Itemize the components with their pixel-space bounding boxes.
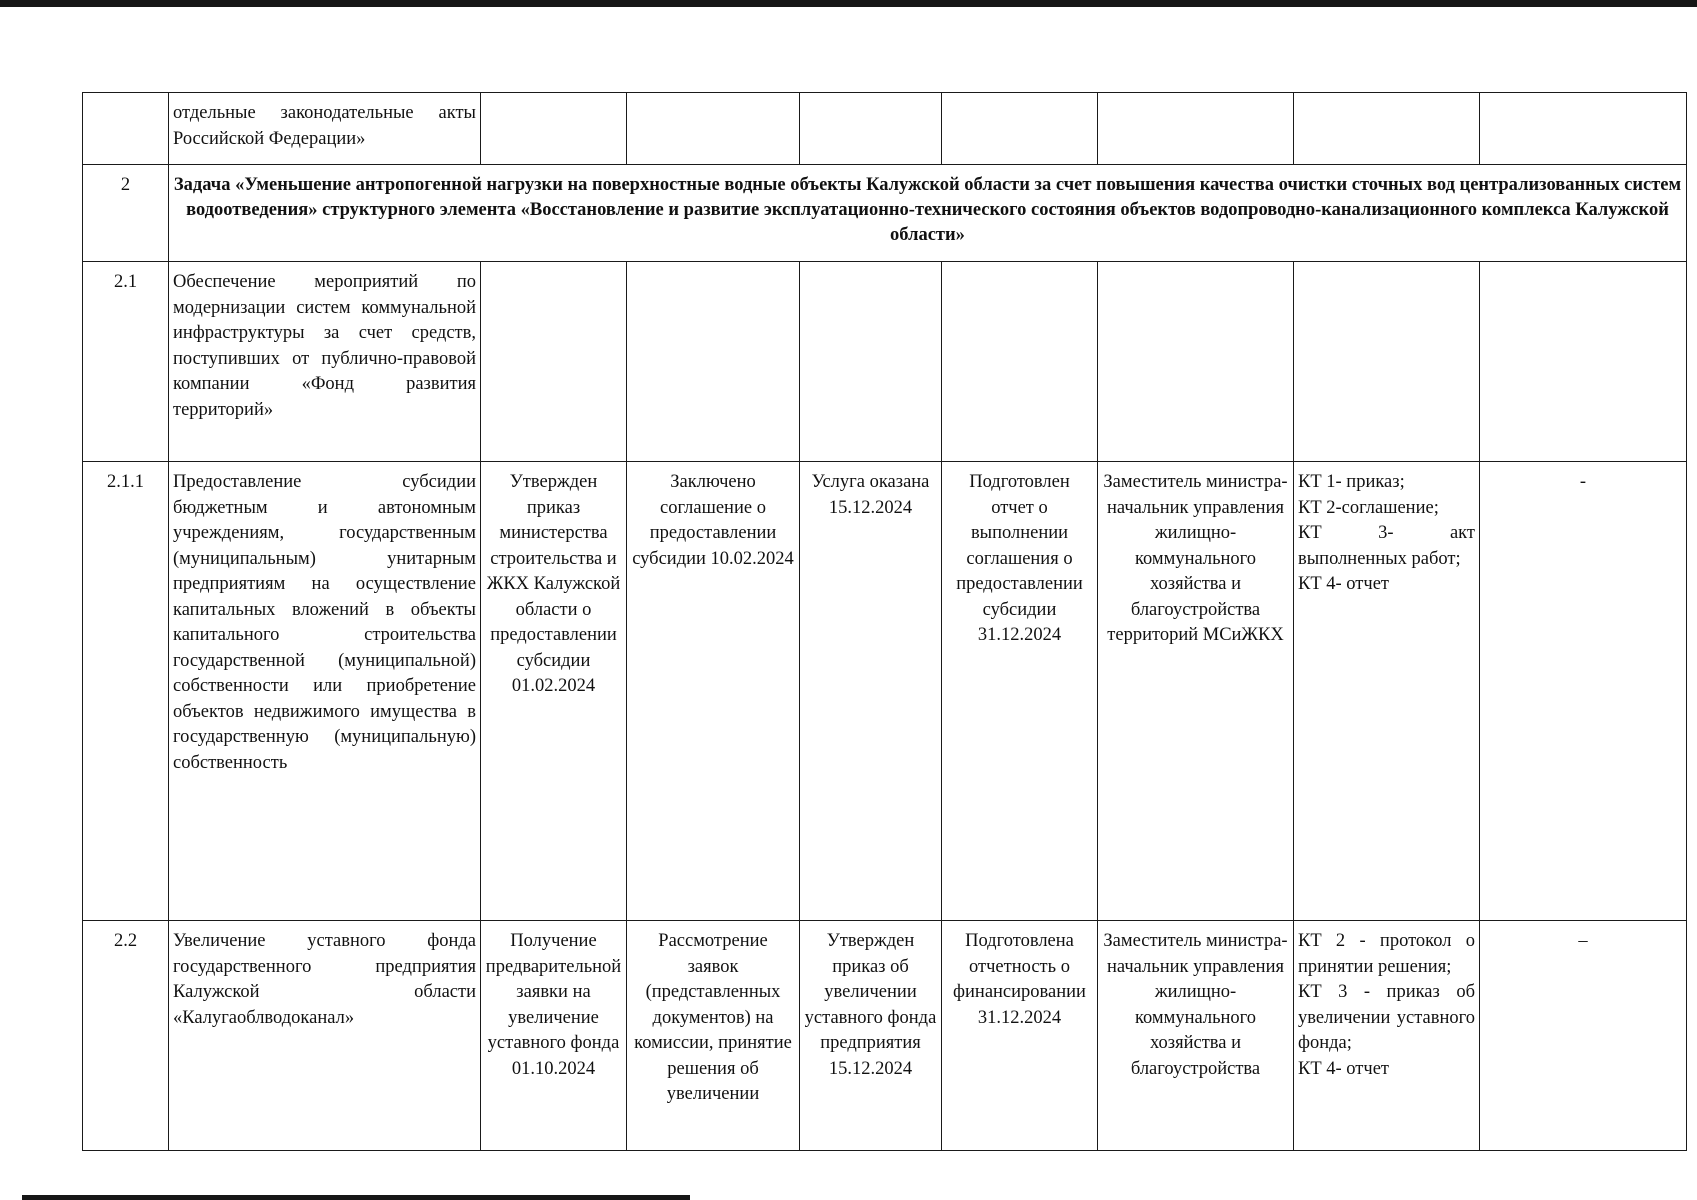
cell-kt3: Утвержден приказ об увеличении уставного фонда предприятия 15.12.2024 (800, 921, 942, 1151)
cell-extra: - (1480, 462, 1687, 921)
document-line: КТ 2-соглашение; (1298, 497, 1439, 518)
cell-responsible: Заместитель министра-начальник управления жилищно-коммунального хозяйства и благоустройства территорий МСиЖКХ (1098, 462, 1294, 921)
document-line: КТ 4- отчет (1298, 574, 1389, 594)
table-row-task-2 (83, 165, 1687, 262)
cell-kt1: Получение предварительной заявки на увеличение уставного фонда 01.10.2024 (481, 921, 627, 1151)
table-row-2-1-1 (83, 462, 1687, 921)
cell-kt3 (800, 262, 942, 462)
cell-num (83, 93, 169, 165)
cell-documents (1294, 93, 1480, 165)
cell-kt1 (481, 93, 627, 165)
cell-extra: – (1480, 921, 1687, 1151)
row-number: 2.1 (83, 262, 169, 462)
cell-name: Предоставление субсидии бюджетным и автономным учреждениям, государственным (муниципальным) унитарным предприятиям на осуществление капитальных вложений в объекты капитального строительства государственной (муниципальной) собственности или приобретение объектов недвижимого имущества в государственную (муниципальную) собственность (169, 462, 481, 921)
cell-documents (1294, 462, 1480, 921)
cell-documents (1294, 921, 1480, 1151)
cell-kt3: Услуга оказана 15.12.2024 (800, 462, 942, 921)
cell-kt1: Утвержден приказ министерства строительства и ЖКХ Калужской области о предоставлении субсидии 01.02.2024 (481, 462, 627, 921)
cell-extra (1480, 93, 1687, 165)
cell-kt4 (942, 93, 1098, 165)
cell-kt3 (800, 93, 942, 165)
plan-table (82, 92, 1687, 1151)
cell-kt2: Рассмотрение заявок (представленных документов) на комиссии, принятие решения об увеличении (627, 921, 800, 1151)
cell-kt2: Заключено соглашение о предоставлении субсидии 10.02.2024 (627, 462, 800, 921)
row-number: 2.2 (83, 921, 169, 1151)
cell-kt2 (627, 93, 800, 165)
table-row-2-2 (83, 921, 1687, 1151)
cell-name: отдельные законодательные акты Российской Федерации» (169, 93, 481, 165)
cell-documents (1294, 262, 1480, 462)
cell-kt4: Подготовлена отчетность о финансировании 31.12.2024 (942, 921, 1098, 1151)
scan-edge-top (0, 0, 1697, 7)
document-line: КТ 2 - протокол о принятии решения; (1298, 931, 1475, 977)
document-line: КТ 1- приказ; (1298, 472, 1405, 492)
row-number: 2.1.1 (83, 462, 169, 921)
cell-kt1 (481, 262, 627, 462)
table-row-carryover (83, 93, 1687, 165)
cell-kt4: Подготовлен отчет о выполнении соглашения о предоставлении субсидии 31.12.2024 (942, 462, 1098, 921)
document-line: КТ 3- акт выполненных работ; (1298, 523, 1475, 569)
cell-responsible: Заместитель министра-начальник управления жилищно-коммунального хозяйства и благоустройства (1098, 921, 1294, 1151)
cell-extra (1480, 262, 1687, 462)
task-heading: Задача «Уменьшение антропогенной нагрузки на поверхностные водные объекты Калужской области за счет повышения качества очистки сточных вод централизованных систем водоотведения» структурного элемента «Восстановление и развитие эксплуатационно-технического состояния объектов водопроводно-канализационного комплекса Калужской области» (169, 165, 1687, 262)
cell-responsible (1098, 262, 1294, 462)
cell-name: Увеличение уставного фонда государственного предприятия Калужской области «Калугаоблводоканал» (169, 921, 481, 1151)
row-number: 2 (83, 165, 169, 262)
document-line: КТ 3 - приказ об увеличении уставного фонда; (1298, 982, 1475, 1053)
document-line: КТ 4- отчет (1298, 1058, 1389, 1079)
cell-kt2 (627, 262, 800, 462)
cell-kt4 (942, 262, 1098, 462)
table-row-2-1 (83, 262, 1687, 462)
cell-name: Обеспечение мероприятий по модернизации систем коммунальной инфраструктуры за счет средств, поступивших от публично-правовой компании «Фонд развития территорий» (169, 262, 481, 462)
scan-edge-bottom (22, 1195, 690, 1200)
cell-responsible (1098, 93, 1294, 165)
